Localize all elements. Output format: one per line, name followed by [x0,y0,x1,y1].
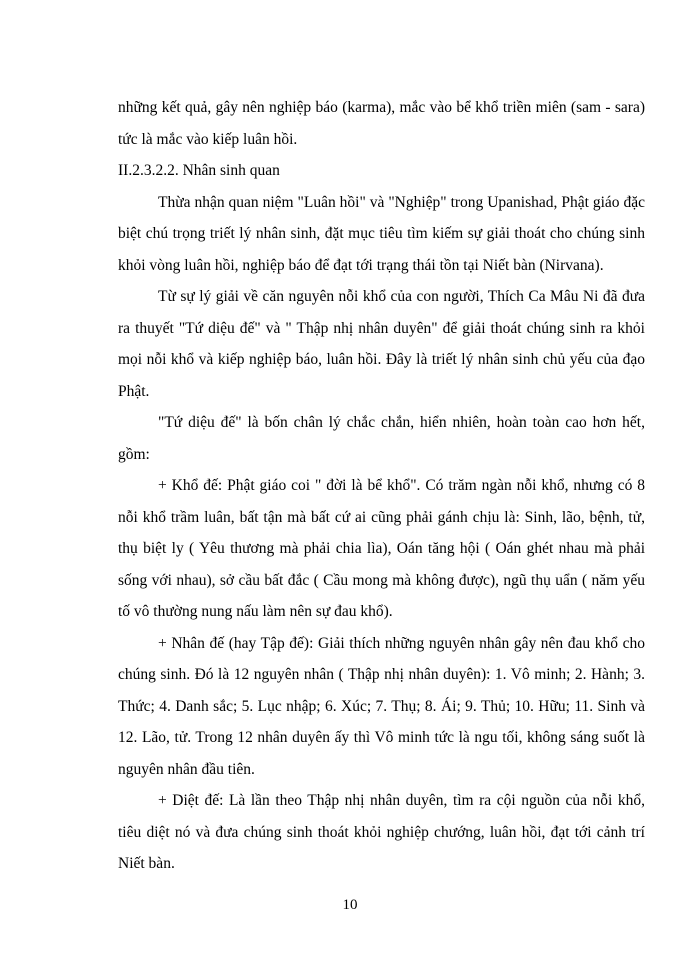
section-heading: II.2.3.2.2. Nhân sinh quan [118,162,280,179]
paragraph-bon-chan-ly: "Tứ diệu đế" là bốn chân lý chắc chắn, hiển nhiên, hoàn toàn cao hơn hết, gồm: [118,414,645,463]
paragraph-tu-dieu-de-intro: Từ sự lý giải về căn nguyên nỗi khổ của con người, Thích Ca Mâu Ni đã đưa ra thuyết "Tứ diệu đế" và " Thập nhị nhân duyên" để giải thoát chúng sinh ra khỏi mọi nỗi khổ và kiếp nghiệp báo, luân hồi. Đây là triết lý nhân sinh chủ yếu của đạo Phật. [118,288,645,400]
paragraph-kho-de: + Khổ đế: Phật giáo coi " đời là bể khổ". Có trăm ngàn nỗi khổ, nhưng có 8 nỗi khổ trầm luân, bất tận mà bất cứ ai cũng phải gánh chịu là: Sinh, lão, bệnh, tử, thụ biệt ly ( Yêu thương mà phải chia lìa), Oán tăng hội ( Oán ghét nhau mà phải sống với nhau), sở cầu bất đắc ( Cầu mong mà không được), ngũ thụ uẩn ( năm yếu tố vô thường nung nấu làm nên sự đau khổ). [118,477,645,620]
document-body [118,92,645,880]
paragraph-nhan-de: + Nhân đế (hay Tập đế): Giải thích những nguyên nhân gây nên đau khổ cho chúng sinh. Đó là 12 nguyên nhân ( Thập nhị nhân duyên): 1. Vô minh; 2. Hành; 3. Thức; 4. Danh sắc; 5. Lục nhập; 6. Xúc; 7. Thụ; 8. Ái; 9. Thủ; 10. Hữu; 11. Sinh và 12. Lão, tử. Trong 12 nhân duyên ấy thì Vô minh tức là ngu tối, không sáng suốt là nguyên nhân đầu tiên. [118,634,645,778]
paragraph-diet-de: + Diệt đế: Là lần theo Thập nhị nhân duyên, tìm ra cội nguồn của nỗi khổ, tiêu diệt nó và đưa chúng sinh thoát khỏi nghiệp chướng, luân hồi, đạt tới cảnh trí Niết bàn. [118,792,645,872]
page-number: 10 [342,897,358,913]
continuation-paragraph: những kết quả, gây nên nghiệp báo (karma), mắc vào bể khổ triền miên (sam - sara) tức là mắc vào kiếp luân hồi. [118,99,645,148]
paragraph-nhan-sinh-quan: Thừa nhận quan niệm "Luân hồi" và "Nghiệp" trong Upanishad, Phật giáo đặc biệt chú trọng triết lý nhân sinh, đặt mục tiêu tìm kiếm sự giải thoát cho chúng sinh khỏi vòng luân hồi, nghiệp báo để đạt tới trạng thái tồn tại Niết bàn (Nirvana). [118,193,645,274]
